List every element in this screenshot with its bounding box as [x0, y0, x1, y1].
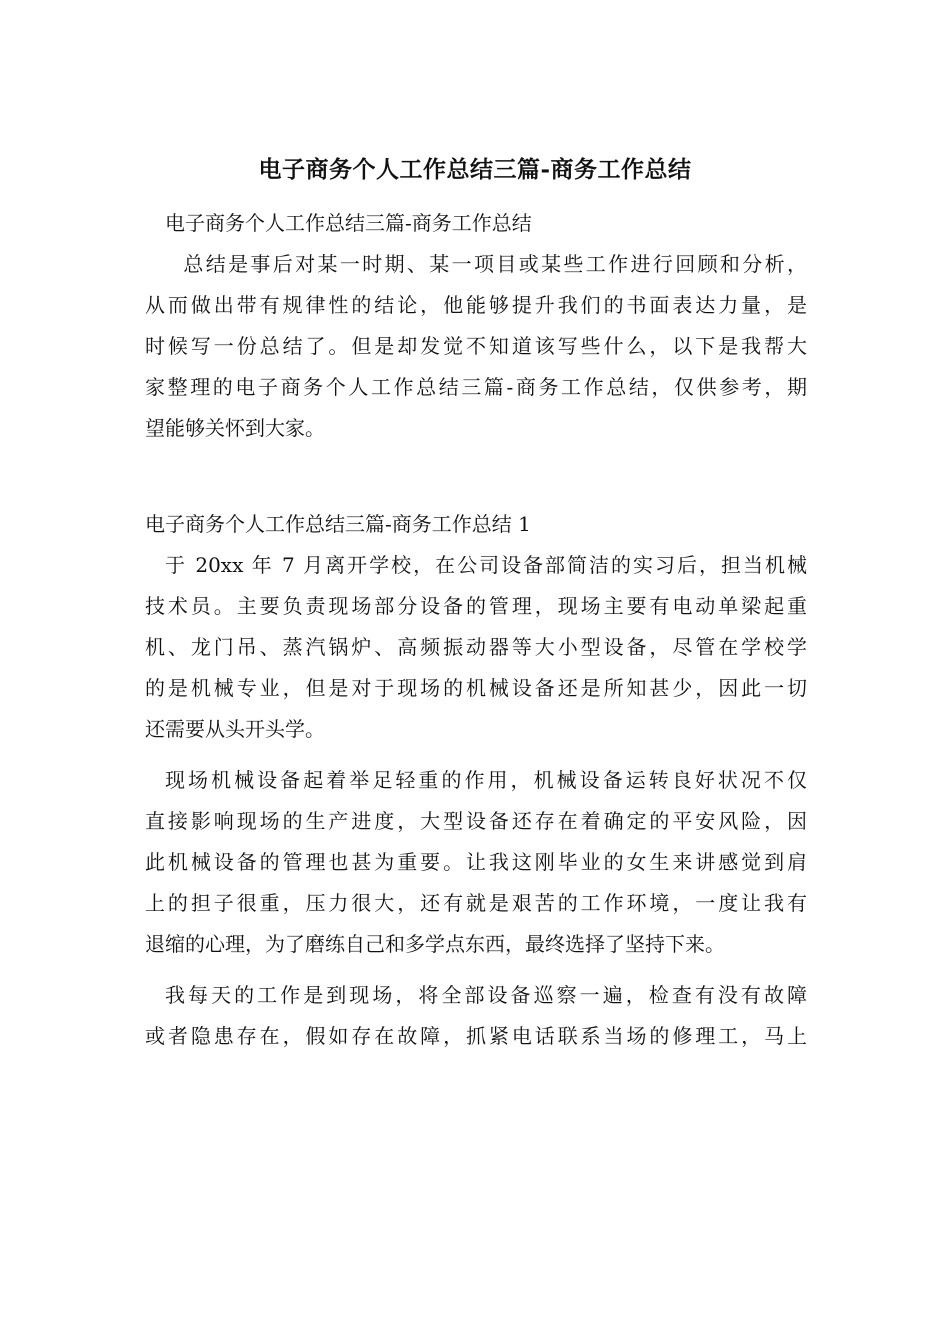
subtitle-line: 电子商务个人工作总结三篇-商务工作总结 — [165, 211, 532, 235]
paragraph-line: 还需要从头开头学。 — [145, 717, 325, 741]
intro-line: 时候写一份总结了。但是却发觉不知道该写些什么，以下是我帮大 — [145, 334, 807, 358]
section-heading: 电子商务个人工作总结三篇-商务工作总结 1 — [145, 512, 531, 536]
paragraph-line: 退缩的心理，为了磨练自己和多学点东西，最终选择了坚持下来。 — [145, 932, 725, 956]
paragraph-line: 技术员。主要负责现场部分设备的管理，现场主要有电动单梁起重 — [145, 594, 807, 618]
intro-paragraph — [145, 244, 807, 449]
body-paragraph-3 — [145, 975, 807, 1057]
paragraph-line: 的是机械专业，但是对于现场的机械设备还是所知甚少，因此一切 — [145, 676, 807, 700]
paragraph-gap — [145, 965, 807, 975]
paragraph-line: 机、龙门吊、蒸汽锅炉、高频振动器等大小型设备，尽管在学校学 — [145, 635, 807, 659]
intro-line: 望能够关怀到大家。 — [145, 416, 325, 440]
paragraph-line: 现场机械设备起着举足轻重的作用，机械设备运转良好状况不仅 — [165, 768, 807, 792]
document-title: 电子商务个人工作总结三篇-商务工作总结 — [258, 156, 692, 183]
intro-line: 总结是事后对某一时期、某一项目或某些工作进行回顾和分析， — [161, 252, 807, 276]
paragraph-gap — [145, 750, 807, 760]
section-spacer — [145, 449, 807, 504]
paragraph-line: 此机械设备的管理也甚为重要。让我这刚毕业的女生来讲感觉到肩 — [145, 850, 807, 874]
intro-line: 家整理的电子商务个人工作总结三篇-商务工作总结，仅供参考，期 — [145, 375, 807, 399]
body-paragraph-2 — [145, 760, 807, 965]
paragraph-line: 于 20xx 年 7 月离开学校，在公司设备部简洁的实习后，担当机械 — [165, 553, 807, 577]
paragraph-line: 我每天的工作是到现场，将全部设备巡察一遍，检查有没有故障 — [165, 983, 807, 1007]
body-paragraph-1 — [145, 545, 807, 750]
document-body — [145, 203, 807, 1057]
intro-line: 从而做出带有规律性的结论，他能够提升我们的书面表达力量，是 — [145, 293, 807, 317]
paragraph-line: 或者隐患存在，假如存在故障，抓紧电话联系当场的修理工，马上 — [145, 1024, 807, 1048]
paragraph-line: 直接影响现场的生产进度，大型设备还存在着确定的平安风险，因 — [145, 809, 807, 833]
paragraph-line: 上的担子很重，压力很大，还有就是艰苦的工作环境，一度让我有 — [145, 891, 807, 915]
